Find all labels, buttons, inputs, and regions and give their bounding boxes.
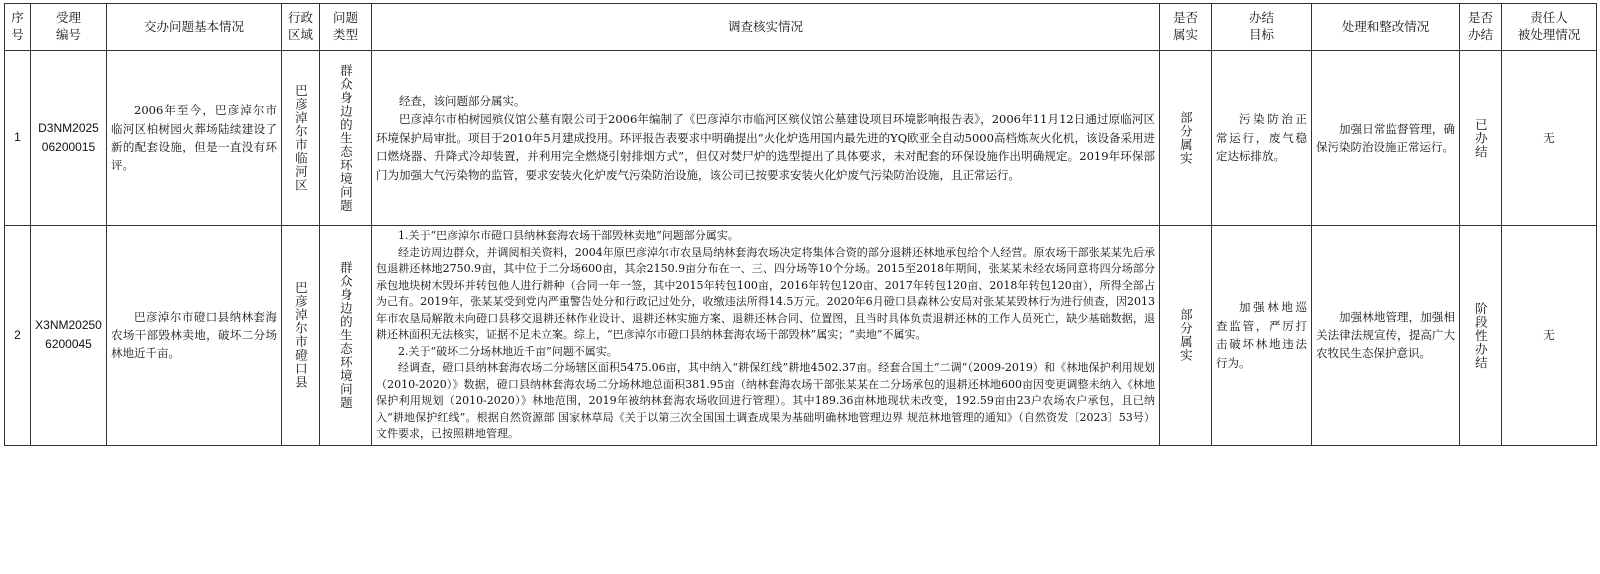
header-goal: 办结 目标 — [1212, 4, 1312, 51]
case-table — [4, 3, 1597, 446]
header-summary: 交办问题基本情况 — [107, 4, 282, 51]
row-rectify: 加强日常监督管理，确保污染防治设施正常运行。 — [1312, 51, 1460, 226]
row-region: 巴彦淖尔市临河区 — [282, 51, 320, 226]
header-type: 问题 类型 — [320, 4, 372, 51]
row-investigation: 经查，该问题部分属实。 巴彦淖尔市柏树园殡仪馆公墓有限公司于2006年编制了《巴彦淖尔市临河区殡仪馆公墓建设项目环境影响报告表》，2006年11月12日通过原临河区环境保护局审批。项目于2010年5月建成投用。环评报告表要求中明确提出“火化炉选用国内最先进的YQ欧亚全自动5000高档炼灰火化机，该设备采用进口燃烧器、升降式冷却装置，并利用完全燃烧引射排烟方式”，但仅对焚尸炉的选型提出了具体要求，未对配套的环保设施作出明确规定。2019年环保部门为加强大气污染物的监管，要求安装火化炉废气污染防治设施，该公司已按要求安装火化炉废气污染防治设施，且正常运行。 — [372, 51, 1160, 226]
row-type: 群众身边的生态环境问题 — [320, 51, 372, 226]
row-code: D3NM202506200015 — [31, 51, 107, 226]
header-investigation: 调查核实情况 — [372, 4, 1160, 51]
header-rectify: 处理和整改情况 — [1312, 4, 1460, 51]
row-responsible: 无 — [1502, 51, 1597, 226]
row-type: 群众身边的生态环境问题 — [320, 226, 372, 446]
table-row — [5, 51, 1597, 226]
header-seq: 序 号 — [5, 4, 31, 51]
row-code: X3NM202506200045 — [31, 226, 107, 446]
header-verified: 是否 属实 — [1160, 4, 1212, 51]
row-summary: 2006年至今，巴彦淖尔市临河区柏树园火葬场陆续建设了新的配套设施，但是一直没有环评。 — [107, 51, 282, 226]
row-verified: 部分属实 — [1160, 51, 1212, 226]
row-goal: 加强林地巡查监管，严厉打击破坏林地违法行为。 — [1212, 226, 1312, 446]
row-goal: 污染防治正常运行，废气稳定达标排放。 — [1212, 51, 1312, 226]
header-responsible: 责任人 被处理情况 — [1502, 4, 1597, 51]
row-seq: 2 — [5, 226, 31, 446]
row-verified: 部分属实 — [1160, 226, 1212, 446]
header-row — [5, 4, 1597, 51]
row-responsible: 无 — [1502, 226, 1597, 446]
table-row — [5, 226, 1597, 446]
row-done: 阶段性办结 — [1460, 226, 1502, 446]
header-done: 是否 办结 — [1460, 4, 1502, 51]
row-summary: 巴彦淖尔市磴口县纳林套海农场干部毁林卖地，破坏二分场林地近千亩。 — [107, 226, 282, 446]
row-region: 巴彦淖尔市磴口县 — [282, 226, 320, 446]
row-investigation: 1.关于“巴彦淖尔市磴口县纳林套海农场干部毁林卖地”问题部分属实。 经走访周边群众，并调阅相关资料，2004年原巴彦淖尔市农垦局纳林套海农场决定将集体合资的部分退耕还林地承包给个人经营。原农场干部张某某先后承包退耕还林地2750.9亩，其中位于二分场600亩，其余2150.9亩分布在一、三、四分场等10个分场。2015至2018年期间，张某某未经农场同意将四分场部分承包地块树木毁坏并转包他人进行耕种（合同一年一签，其中2015年转包100亩，2016年转包120亩、2017年转包120亩、2018年转包120亩），所得全部占为己有。2019年，张某某受到党内严重警告处分和行政记过处分，收缴违法所得14.5万元。2020年6月磴口县森林公安局对张某某毁林行为进行侦查，因2013年市农垦局解散未向磴口县移交退耕还林作业设计、退耕还林实施方案、退耕还林合同、位置图，且当时具体负责退耕还林的工作人员死亡，缺少基础数据，退耕还林面积无法核实，证据不足未立案。综上，“巴彦淖尔市磴口县纳林套海农场干部毁林”属实；“卖地”不属实。 2.关于“破坏二分场林地近千亩”问题不属实。 经调查，磴口县纳林套海农场二分场辖区面积5475.06亩，其中纳入“耕保红线”耕地4502.37亩。经套合国土“二调”（2009-2019）和《林地保护利用规划（2010-2020）》数据，磴口县纳林套海农场二分场林地总面积381.95亩（纳林套海农场干部张某某在二分场承包的退耕还林地600亩因变更调整未纳入《林地保护利用规划（2010-2020）》林地范围，2019年被纳林套海农场收回进行管理）。其中189.36亩林地现状未改变，192.59亩由23户农场农户承包，且已纳入“耕地保护红线”。根据自然资源部 国家林草局《关于以第三次全国国土调查成果为基础明确林地管理边界 规范林地管理的通知》（自然资发〔2023〕53号）文件要求，已按照耕地管理。 — [372, 226, 1160, 446]
header-region: 行政 区域 — [282, 4, 320, 51]
row-done: 已办结 — [1460, 51, 1502, 226]
row-rectify: 加强林地管理，加强相关法律法规宣传，提高广大农牧民生态保护意识。 — [1312, 226, 1460, 446]
header-code: 受理 编号 — [31, 4, 107, 51]
row-seq: 1 — [5, 51, 31, 226]
